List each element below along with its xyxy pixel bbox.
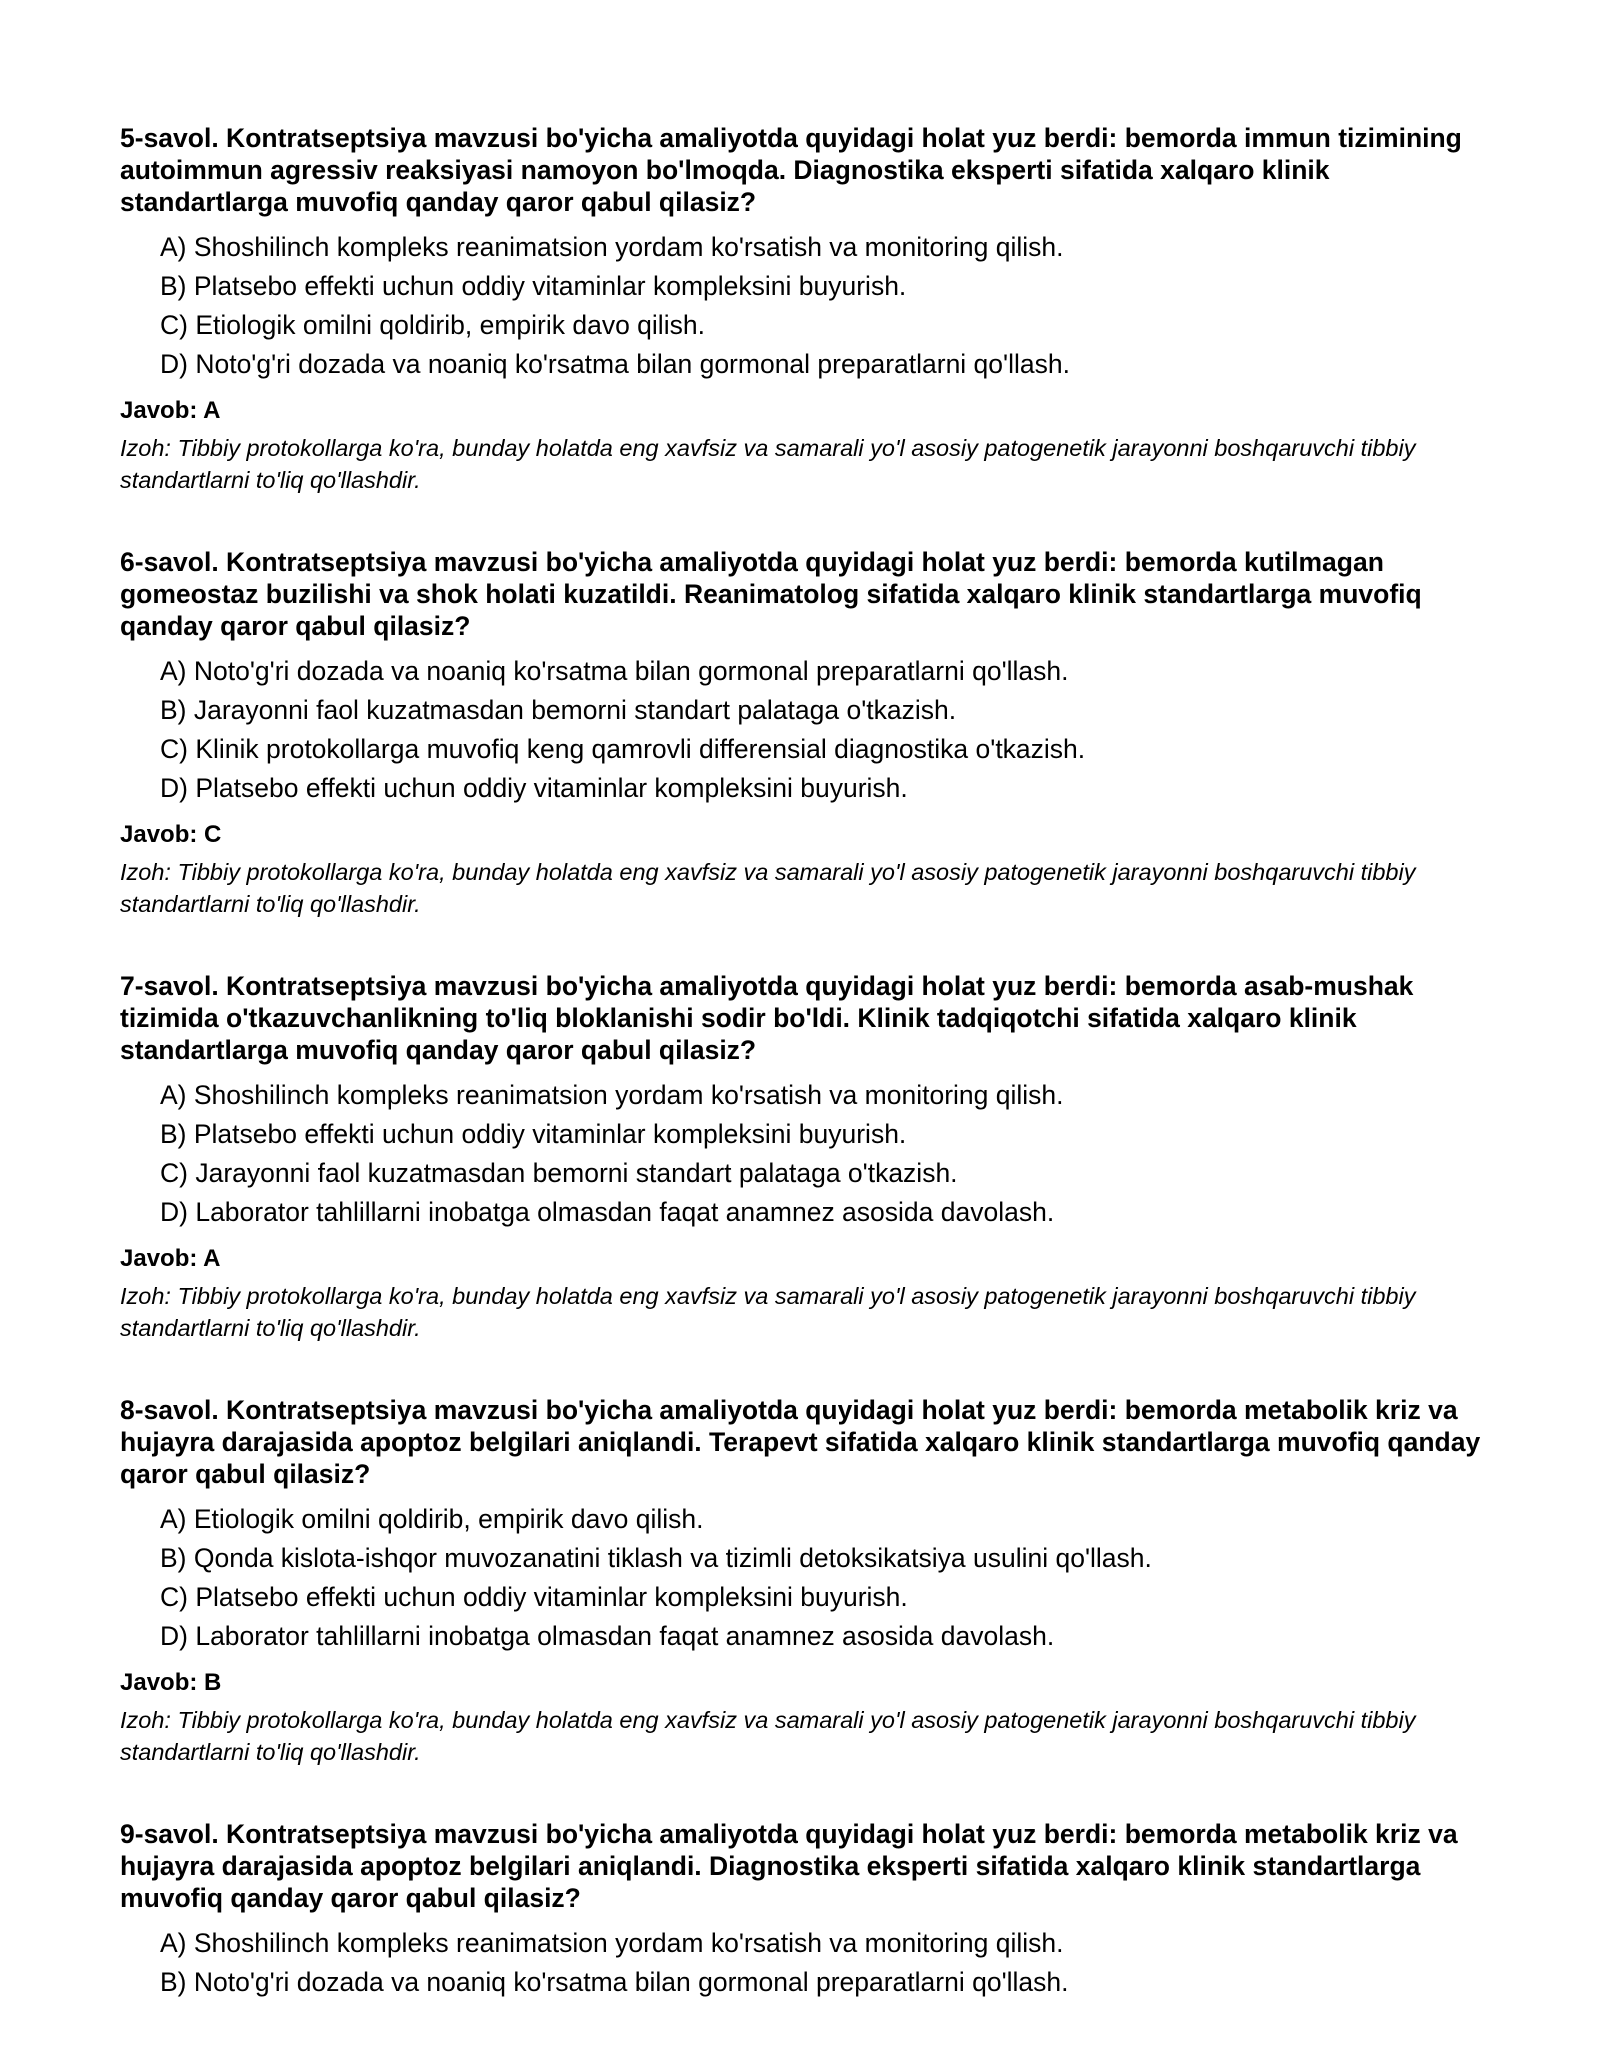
- question-text: 7-savol. Kontratseptsiya mavzusi bo'yicha amaliyotda quyidagi holat yuz berdi: bemorda asab-mushak tizimida o'tkazuvchanlikning to'liq bloklanishi sodir bo'ldi. Klinik tadqiqotchi sifatida xalqaro klinik standartlarga muvofiq qanday qaror qabul qilasiz?: [120, 971, 1414, 1065]
- option-b: B) Jarayonni faol kuzatmasdan bemorni standart palataga o'tkazish.: [160, 695, 957, 725]
- answer-label: Javob: C: [120, 821, 222, 848]
- question-5: [120, 122, 1500, 496]
- explanation-note: Izoh: Tibbiy protokollarga ko'ra, bunday holatda eng xavfsiz va samarali yo'l asosiy patogenetik jarayonni boshqaruvchi tibbiy standartlarni to'liq qo'llashdir.: [120, 859, 1416, 917]
- question-text: 6-savol. Kontratseptsiya mavzusi bo'yicha amaliyotda quyidagi holat yuz berdi: bemorda kutilmagan gomeostaz buzilishi va shok holati kuzatildi. Reanimatolog sifatida xalqaro klinik standartlarga muvofiq qanday qaror qabul qilasiz?: [120, 547, 1422, 641]
- explanation-note: Izoh: Tibbiy protokollarga ko'ra, bunday holatda eng xavfsiz va samarali yo'l asosiy patogenetik jarayonni boshqaruvchi tibbiy standartlarni to'liq qo'llashdir.: [120, 435, 1416, 493]
- option-d: D) Platsebo effekti uchun oddiy vitaminlar kompleksini buyurish.: [160, 773, 908, 803]
- option-c: C) Jarayonni faol kuzatmasdan bemorni standart palataga o'tkazish.: [160, 1158, 958, 1188]
- option-c: C) Platsebo effekti uchun oddiy vitaminlar kompleksini buyurish.: [160, 1582, 908, 1612]
- option-d: D) Noto'g'ri dozada va noaniq ko'rsatma bilan gormonal preparatlarni qo'llash.: [160, 349, 1070, 379]
- explanation-note: Izoh: Tibbiy protokollarga ko'ra, bunday holatda eng xavfsiz va samarali yo'l asosiy patogenetik jarayonni boshqaruvchi tibbiy standartlarni to'liq qo'llashdir.: [120, 1283, 1416, 1341]
- question-7: [120, 970, 1500, 1344]
- explanation-note: Izoh: Tibbiy protokollarga ko'ra, bunday holatda eng xavfsiz va samarali yo'l asosiy patogenetik jarayonni boshqaruvchi tibbiy standartlarni to'liq qo'llashdir.: [120, 1707, 1416, 1765]
- option-list: [120, 652, 1500, 808]
- option-a: A) Shoshilinch kompleks reanimatsion yordam ko'rsatish va monitoring qilish.: [160, 232, 1064, 262]
- option-a: A) Etiologik omilni qoldirib, empirik davo qilish.: [160, 1504, 704, 1534]
- option-a: A) Shoshilinch kompleks reanimatsion yordam ko'rsatish va monitoring qilish.: [160, 1928, 1064, 1958]
- question-text: 9-savol. Kontratseptsiya mavzusi bo'yicha amaliyotda quyidagi holat yuz berdi: bemorda metabolik kriz va hujayra darajasida apoptoz belgilari aniqlandi. Diagnostika eksperti sifatida xalqaro klinik standartlarga muvofiq qanday qaror qabul qilasiz?: [120, 1819, 1458, 1913]
- question-8: [120, 1394, 1500, 1768]
- answer-label: Javob: B: [120, 1669, 222, 1696]
- option-c: C) Klinik protokollarga muvofiq keng qamrovli differensial diagnostika o'tkazish.: [160, 734, 1086, 764]
- option-d: D) Laborator tahlillarni inobatga olmasdan faqat anamnez asosida davolash.: [160, 1197, 1055, 1227]
- question-text: 5-savol. Kontratseptsiya mavzusi bo'yicha amaliyotda quyidagi holat yuz berdi: bemorda immun tizimining autoimmun agressiv reaksiyasi namoyon bo'lmoqda. Diagnostika eksperti sifatida xalqaro klinik standartlarga muvofiq qanday qaror qabul qilasiz?: [120, 123, 1462, 217]
- option-d: D) Laborator tahlillarni inobatga olmasdan faqat anamnez asosida davolash.: [160, 1621, 1055, 1651]
- question-6: [120, 546, 1500, 920]
- option-list: [120, 1924, 1500, 2002]
- option-b: B) Noto'g'ri dozada va noaniq ko'rsatma bilan gormonal preparatlarni qo'llash.: [160, 1967, 1069, 1997]
- option-a: A) Shoshilinch kompleks reanimatsion yordam ko'rsatish va monitoring qilish.: [160, 1080, 1064, 1110]
- document-page: [120, 122, 1500, 2052]
- option-b: B) Platsebo effekti uchun oddiy vitaminlar kompleksini buyurish.: [160, 1119, 907, 1149]
- option-a: A) Noto'g'ri dozada va noaniq ko'rsatma bilan gormonal preparatlarni qo'llash.: [160, 656, 1069, 686]
- option-list: [120, 1076, 1500, 1232]
- question-text: 8-savol. Kontratseptsiya mavzusi bo'yicha amaliyotda quyidagi holat yuz berdi: bemorda metabolik kriz va hujayra darajasida apoptoz belgilari aniqlandi. Terapevt sifatida xalqaro klinik standartlarga muvofiq qanday qaror qabul qilasiz?: [120, 1395, 1481, 1489]
- option-b: B) Qonda kislota-ishqor muvozanatini tiklash va tizimli detoksikatsiya usulini qo'llash.: [160, 1543, 1152, 1573]
- question-9: [120, 1818, 1500, 2002]
- option-list: [120, 1500, 1500, 1656]
- option-c: C) Etiologik omilni qoldirib, empirik davo qilish.: [160, 310, 705, 340]
- option-list: [120, 228, 1500, 384]
- option-b: B) Platsebo effekti uchun oddiy vitaminlar kompleksini buyurish.: [160, 271, 907, 301]
- answer-label: Javob: A: [120, 1245, 221, 1272]
- answer-label: Javob: A: [120, 397, 221, 424]
